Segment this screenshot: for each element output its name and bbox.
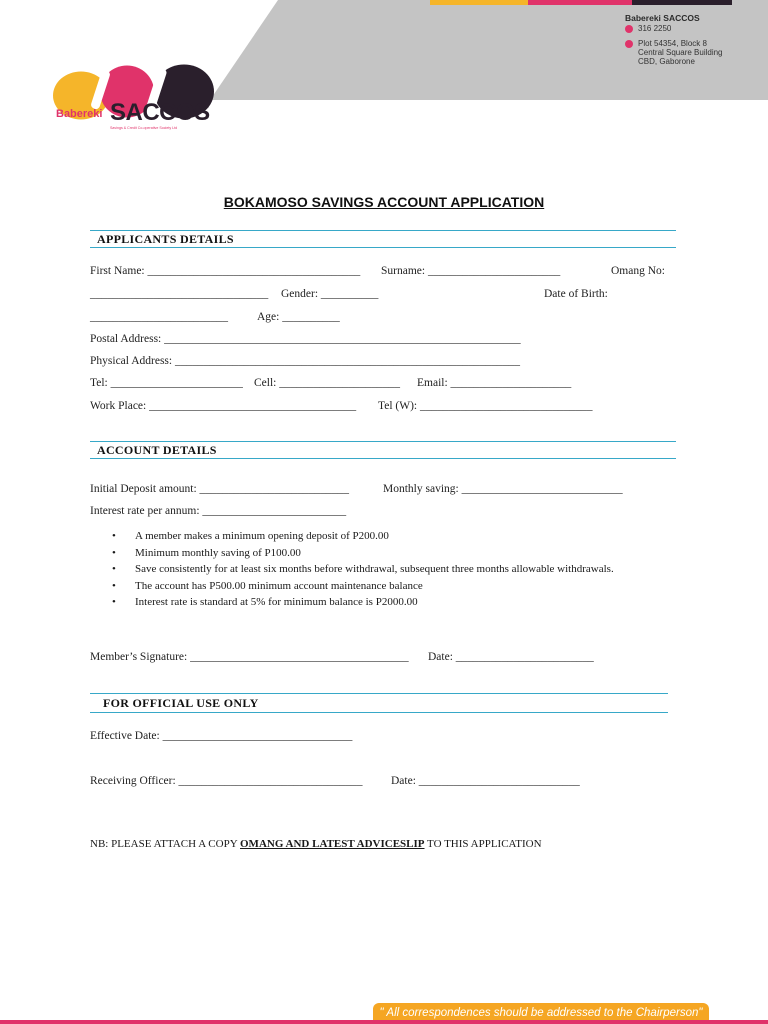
- form-title: BOKAMOSO SAVINGS ACCOUNT APPLICATION: [223, 194, 545, 210]
- initial-deposit-field[interactable]: Initial Deposit amount: __________________________: [90, 483, 350, 495]
- work-place-field[interactable]: Work Place: ____________________________________: [90, 400, 357, 412]
- note-emphasis: OMANG AND LATEST ADVICESLIP: [240, 838, 425, 850]
- note-prefix: NB: PLEASE ATTACH A COPY: [90, 838, 240, 850]
- list-item: • The account has P500.00 minimum account maintenance balance: [112, 578, 678, 595]
- logo-word-babereki: Babereki: [56, 108, 103, 120]
- logo-tagline: Savings & Credit Co-operative Society Ltd: [110, 126, 178, 130]
- footer-rule: [0, 1020, 768, 1024]
- email-field[interactable]: Email: _____________________: [417, 377, 572, 389]
- footer-note: " All correspondences should be addressed to the Chairperson": [379, 1007, 703, 1019]
- address-line-1: Plot 54354, Block 8: [638, 39, 707, 48]
- receiving-officer-field[interactable]: Receiving Officer: ________________________________: [90, 775, 363, 787]
- physical-address-field[interactable]: Physical Address: ____________________________________________________________: [90, 355, 520, 367]
- list-item: • Save consistently for at least six months before withdrawal, subsequent three months allowable withdrawals.: [112, 561, 678, 578]
- list-item: • Interest rate is standard at 5% for minimum balance is P2000.00: [112, 594, 678, 611]
- monthly-saving-field[interactable]: Monthly saving: ____________________________: [383, 483, 623, 495]
- effective-date-field[interactable]: Effective Date: _________________________________: [90, 730, 353, 742]
- logo-word-saccos: SACCOS: [110, 99, 210, 126]
- applicants-heading: APPLICANTS DETAILS: [97, 232, 234, 246]
- address-line-2: Central Square Building: [638, 48, 723, 57]
- note-suffix: TO THIS APPLICATION: [424, 838, 542, 850]
- list-item: • Minimum monthly saving of P100.00: [112, 545, 678, 562]
- member-signature-field[interactable]: Member’s Signature: ______________________________________: [90, 651, 409, 663]
- gender-field[interactable]: Gender: __________: [281, 288, 379, 300]
- dob-label: Date of Birth:: [544, 288, 608, 300]
- official-bottom-rule: [90, 712, 668, 713]
- dob-field[interactable]: ________________________: [90, 311, 228, 323]
- header-stripe-pink: [528, 0, 632, 5]
- account-heading: ACCOUNT DETAILS: [97, 443, 217, 457]
- postal-address-field[interactable]: Postal Address: ______________________________________________________________: [90, 333, 521, 345]
- omang-label: Omang No:: [611, 265, 665, 277]
- company-name: Babereki SACCOS: [625, 13, 700, 23]
- work-tel-field[interactable]: Tel (W): ______________________________: [378, 400, 593, 412]
- tel-field[interactable]: Tel: _______________________: [90, 377, 243, 389]
- interest-rate-field[interactable]: Interest rate per annum: _________________________: [90, 505, 347, 517]
- address-line-3: CBD, Gaborone: [638, 57, 695, 66]
- first-name-field[interactable]: First Name: _____________________________________: [90, 265, 361, 277]
- signature-date-field[interactable]: Date: ________________________: [428, 651, 594, 663]
- header-stripe-dark: [632, 0, 732, 5]
- cell-field[interactable]: Cell: _____________________: [254, 377, 400, 389]
- phone-icon: [625, 25, 633, 33]
- header-stripe-yellow: [430, 0, 528, 5]
- applicants-bottom-rule: [90, 247, 676, 248]
- surname-field[interactable]: Surname: _______________________: [381, 265, 561, 277]
- list-item: • A member makes a minimum opening deposit of P200.00: [112, 528, 678, 545]
- omang-field[interactable]: _______________________________: [90, 288, 269, 300]
- age-field[interactable]: Age: __________: [257, 311, 340, 323]
- official-top-rule: [90, 693, 668, 694]
- account-bottom-rule: [90, 458, 676, 459]
- account-terms-list: [112, 528, 678, 611]
- official-heading: FOR OFFICIAL USE ONLY: [103, 696, 259, 710]
- location-pin-icon: [625, 40, 633, 48]
- attachment-note: [90, 838, 542, 850]
- company-phone: 316 2250: [638, 24, 672, 33]
- officer-date-field[interactable]: Date: ____________________________: [391, 775, 580, 787]
